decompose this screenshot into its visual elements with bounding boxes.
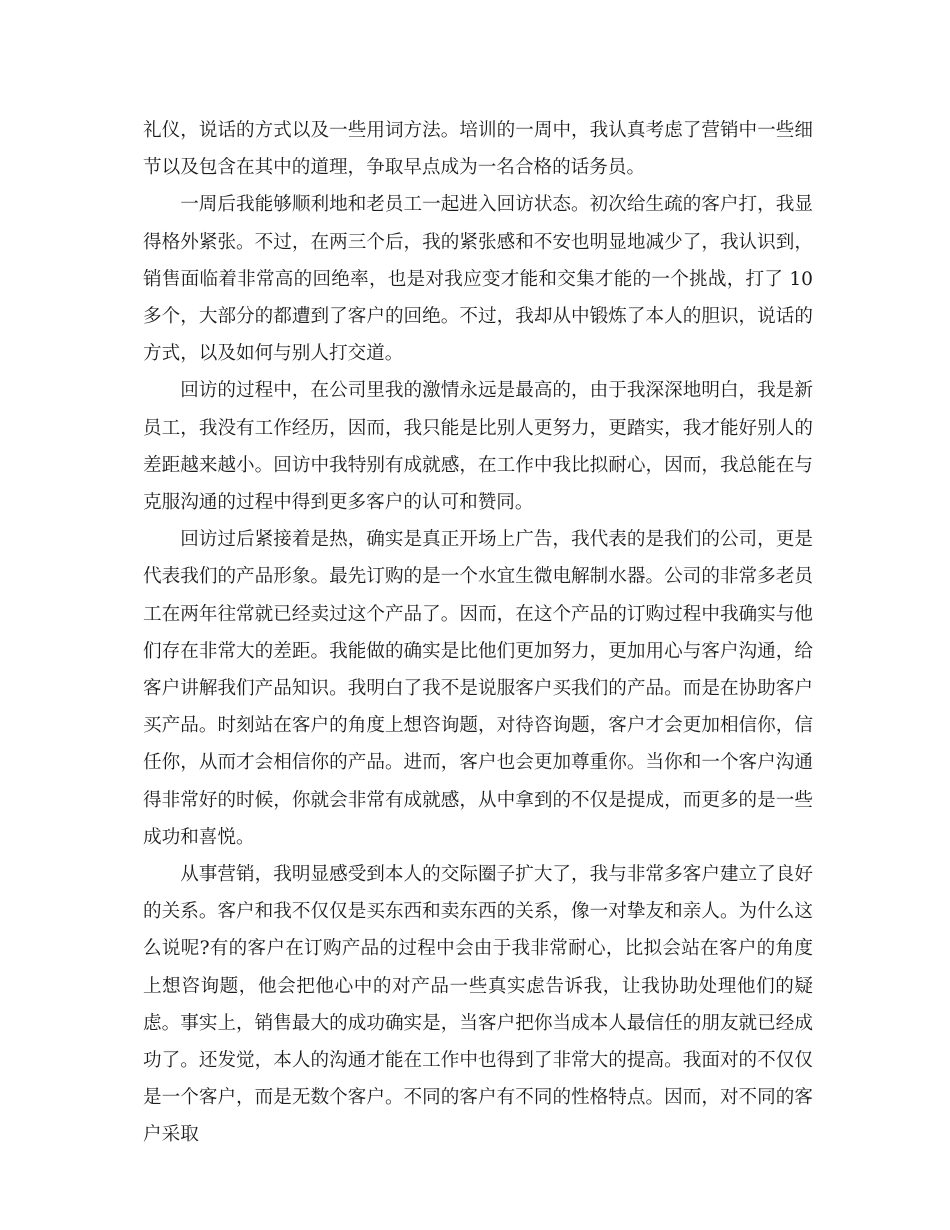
paragraph-1: 礼仪，说话的方式以及一些用词方法。培训的一周中，我认真考虑了营销中一些细节以及包含在其中的道理，争取早点成为一名合格的话务员。 [143,120,813,179]
paragraph-3: 回访的过程中，在公司里我的激情永远是最高的，由于我深深地明白，我是新员工，我没有工作经历，因而，我只能是比别人更努力，更踏实，我才能好别人的差距越来越小。回访中我特别有成就感，在工作中我比拟耐心，因而，我总能在与克服沟通的过程中得到更多客户的认可和赞同。 [143,380,813,514]
paragraph-2: 一周后我能够顺利地和老员工一起进入回访状态。初次给生疏的客户打，我显得格外紧张。不过，在两三个后，我的紧张感和不安也明显地减少了，我认识到，销售面临着非常高的回绝率，也是对我应变才能和交集才能的一个挑战，打了 10 多个，大部分的都遭到了客户的回绝。不过，我却从中锻炼了本人的胆识，说话的方式，以及如何与别人打交道。 [143,194,813,365]
paragraph-4: 回访过后紧接着是热，确实是真正开场上广告，我代表的是我们的公司，更是代表我们的产品形象。最先订购的是一个水宜生微电解制水器。公司的非常多老员工在两年往常就已经卖过这个产品了。因而，在这个产品的订购过程中我确实与他们存在非常大的差距。我能做的确实是比他们更加努力，更加用心与客户沟通，给客户讲解我们产品知识。我明白了我不是说服客户买我们的产品。而是在协助客户买产品。时刻站在客户的角度上想咨询题，对待咨询题，客户才会更加相信你，信任你，从而才会相信你的产品。进而，客户也会更加尊重你。当你和一个客户沟通得非常好的时候，你就会非常有成就感，从中拿到的不仅是提成，而更多的是一些成功和喜悦。 [143,529,813,848]
document-body [143,112,813,1154]
paragraph-5: 从事营销，我明显感受到本人的交际圈子扩大了，我与非常多客户建立了良好的关系。客户和我不仅仅是买东西和卖东西的关系，像一对挚友和亲人。为什么这么说呢?有的客户在订购产品的过程中会由于我非常耐心，比拟会站在客户的角度上想咨询题，他会把他心中的对产品一些真实虑告诉我，让我协助处理他们的疑虑。事实上，销售最大的成功确实是，当客户把你当成本人最信任的朋友就已经成功了。还发觉，本人的沟通才能在工作中也得到了非常大的提高。我面对的不仅仅是一个客户，而是无数个客户。不同的客户有不同的性格特点。因而，对不同的客户采取 [143,864,813,1146]
